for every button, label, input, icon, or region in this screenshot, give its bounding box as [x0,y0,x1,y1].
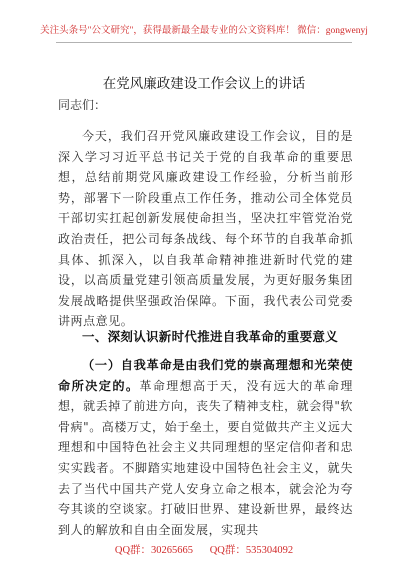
paragraph-1: 今天，我们召开党风廉政建设工作会议，目的是深入学习习近平总书记关于党的自我革命的重要思想，总结前期党风廉政建设工作经验，分析当前形势，部署下一阶段重点工作任务，推动公司全体党员干部切实扛起创新发展使命担当，坚决扛牢管党治党政治责任，把公司每条战线、每个环节的自我革命抓具体、抓深入，以自我革命精神推进新时代党的建设，以高质量党建引领高质量发展，为更好服务集团发展战略提供坚强政治保障。下面，我代表公司党委讲两点意见。 [58,129,353,329]
paragraph-2 [58,355,353,540]
header-divider [56,42,352,43]
document-title: 在党风廉政建设工作会议上的讲话 [102,76,306,92]
section-heading-1: 一、深刻认识新时代推进自我革命的重要意义 [82,329,339,344]
footer-qq-group-1: QQ群：30265665 [114,545,194,556]
footer-qq-group-2: QQ群：535304092 [209,545,294,556]
footer-contact [0,542,408,557]
paragraph-2-text: 革命理想高于天，没有远大的革命理想，就丢掉了前进方向，丧失了精神支柱，就会得"软骨病"。高楼万丈，始于垒土，要自觉做共产主义远大理想和中国特色社会主义共同理想的坚定信仰者和忠实实践者。不脚踏实地建设中国特色社会主义，就失去了当代中国共产党人安身立命之根本，就会沦为夸夸其谈的空谈家。打破旧世界、建设新世界，最终达到人的解放和自由全面发展，实现共 [58,378,353,537]
header-notice: 关注头条号"公文研究"，获得最新最全最专业的公文资料库！ 微信：gongwenyj [40,26,368,36]
paragraph-2-lead: （一）自我革命是由我们党的崇高理想和光荣使命所决定的。 [58,358,353,393]
salutation: 同志们： [58,98,107,112]
